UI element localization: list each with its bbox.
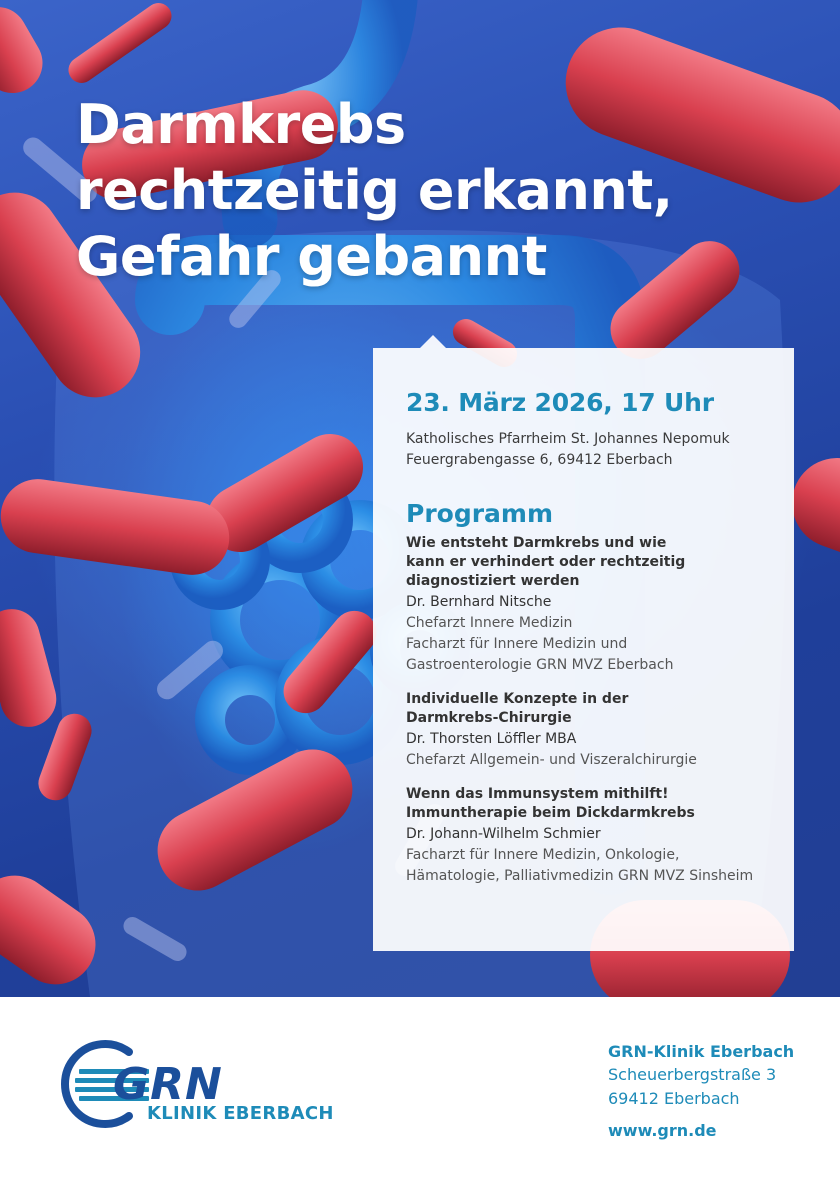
program-talk <box>406 690 794 771</box>
talk-title-line: diagnostiziert werden <box>406 573 580 589</box>
program-talk <box>406 534 794 676</box>
talk-speaker-role: Chefarzt Allgemein- und Viszeralchirurgie <box>406 752 697 768</box>
event-date: 23. März 2026, 17 Uhr <box>406 388 714 417</box>
event-info-card <box>373 348 794 951</box>
event-venue-address: Feuergrabengasse 6, 69412 Eberbach <box>406 452 673 468</box>
talk-speaker: Dr. Thorsten Löffler MBA <box>406 731 577 747</box>
clinic-street: Scheuerbergstraße 3 <box>608 1065 777 1084</box>
talk-speaker-role: Gastroenterologie GRN MVZ Eberbach <box>406 657 674 673</box>
website-link[interactable]: www.grn.de <box>608 1121 717 1140</box>
headline-line: Darmkrebs <box>76 93 406 156</box>
logo-wordmark: GRN <box>113 1059 223 1110</box>
program-title: Programm <box>406 499 554 528</box>
talk-speaker-role: Hämatologie, Palliativmedizin GRN MVZ Sinsheim <box>406 868 754 884</box>
event-venue-name: Katholisches Pfarrheim St. Johannes Nepomuk <box>406 431 730 447</box>
talk-title-line: Darmkrebs-Chirurgie <box>406 710 572 726</box>
talk-speaker-role: Chefarzt Innere Medizin <box>406 615 573 631</box>
headline-line: Gefahr gebannt <box>76 225 547 288</box>
logo-subtitle: KLINIK EBERBACH <box>147 1103 334 1124</box>
card-notch <box>420 335 446 348</box>
contact-block <box>608 1041 794 1140</box>
talk-title-line: Immuntherapie beim Dickdarmkrebs <box>406 805 695 821</box>
talk-title-line: kann er verhindert oder rechtzeitig <box>406 554 686 570</box>
talk-title-line: Wie entsteht Darmkrebs und wie <box>406 535 667 551</box>
clinic-name: GRN-Klinik Eberbach <box>608 1042 795 1061</box>
talk-title-line: Wenn das Immunsystem mithilft! <box>406 786 669 802</box>
talk-speaker: Dr. Johann-Wilhelm Schmier <box>406 826 601 842</box>
talk-speaker-role: Facharzt für Innere Medizin und <box>406 636 628 652</box>
headline-line: rechtzeitig erkannt, <box>76 159 673 222</box>
talk-title-line: Individuelle Konzepte in der <box>406 691 629 707</box>
talk-speaker-role: Facharzt für Innere Medizin, Onkologie, <box>406 847 680 863</box>
talk-speaker: Dr. Bernhard Nitsche <box>406 594 552 610</box>
program-talk <box>406 785 794 887</box>
clinic-city: 69412 Eberbach <box>608 1089 740 1108</box>
headline <box>76 92 673 290</box>
